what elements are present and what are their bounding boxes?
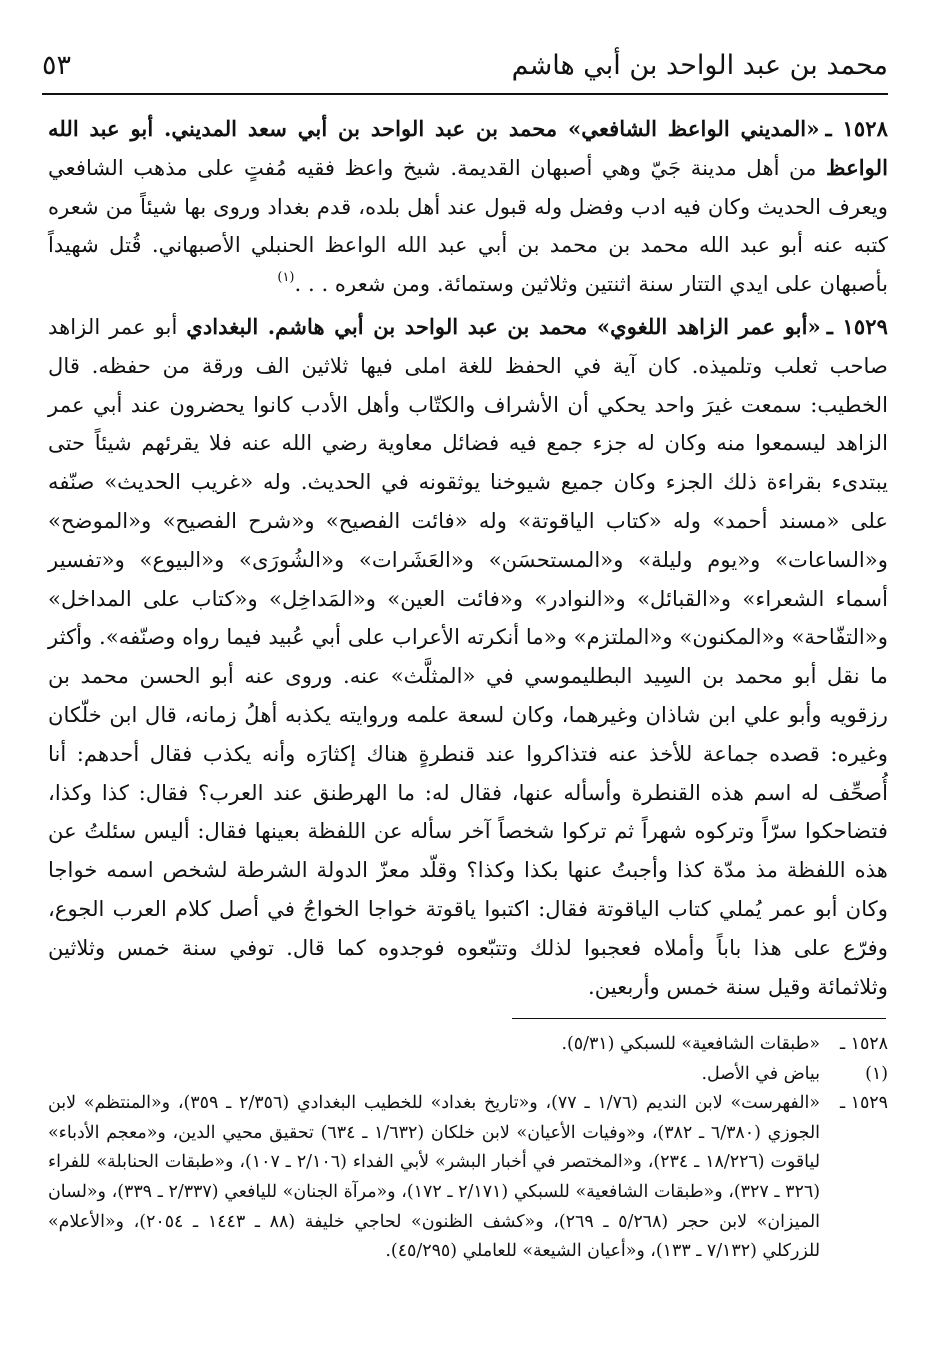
entry-number: ١٥٢٩ ـ — [826, 313, 888, 339]
header-rule — [42, 93, 888, 95]
entry-text: من أهل مدينة جَيّ وهي أصبهان القديمة. شيخ واعظ فقيه مُفتٍ على مذهب الشافعي ويعرف الحديث وكان فيه ادب وفضل وله قبول عند أهل بلده، قدم بغداد وروى بها شيئاً من شعره كتبه عنه أبو عبد الله محمد بن محمد بن أبي عبد الله الواعظ الحنبلي الأصبهاني. قُتل شهيداً بأصبهان على ايدي التتار سنة اثنتين وثلاثين وستمائة. ومن شعره . . . — [48, 154, 888, 297]
page-number: ٥٣ — [42, 50, 72, 81]
footnote-item — [48, 1089, 888, 1267]
footnote-rule — [512, 1018, 886, 1019]
footnotes — [48, 1030, 888, 1267]
footnote-text: بياض في الأصل. — [701, 1063, 820, 1084]
entry-number: ١٥٢٨ ـ — [825, 116, 888, 141]
entry-1529 — [48, 308, 888, 1006]
footnote-number: ١٥٢٨ ـ — [840, 1034, 888, 1054]
footnote-marker: (١) — [277, 270, 295, 286]
footnote-number: (١) — [865, 1063, 888, 1084]
entry-heading: «أبو عمر الزاهد اللغوي» محمد بن عبد الواحد بن أبي هاشم. البغدادي — [186, 313, 821, 339]
footnote-number: ١٥٢٩ ـ — [840, 1093, 888, 1114]
footnote-item — [48, 1060, 888, 1090]
page-header — [42, 44, 888, 84]
entry-1528 — [48, 110, 888, 304]
footnote-text: «طبقات الشافعية» للسبكي (٥/٣١). — [561, 1034, 820, 1054]
main-text — [48, 110, 888, 1010]
running-title: محمد بن عبد الواحد بن أبي هاشم — [511, 50, 888, 81]
footnote-text: «الفهرست» لابن النديم (١/٧٦ ـ ٧٧)، و«تاريخ بغداد» للخطيب البغدادي (٢/٣٥٦ ـ ٣٥٩)، و«المنتظم» لابن الجوزي (٦/٣٨٠ ـ ٣٨٢)، و«وفيات الأعيان» لابن خلكان (١/٦٣٢ ـ ٦٣٤) تحقيق محيي الدين، و«معجم الأدباء» لياقوت (١٨/٢٢٦ ـ ٢٣٤)، و«المختصر في أخبار البشر» لأبي الفداء (٢/١٠٦ ـ ١٠٧)، و«طبقات الحنابلة» للفراء (٣٢٦ ـ ٣٢٧)، و«طبقات الشافعية» للسبكي (٢/١٧١ ـ ١٧٢)، و«مرآة الجنان» لليافعي (٢/٣٣٧ ـ ٣٣٩)، و«لسان الميزان» لابن حجر (٥/٢٦٨ ـ ٢٦٩)، و«كشف الظنون» لحاجي خليفة (٨٨ ـ ١٤٤٣ ـ ٢٠٥٤)، و«الأعلام» للزركلي (٧/١٣٢ ـ ١٣٣)، و«أعيان الشيعة» للعاملي (٤٥/٢٩٥). — [48, 1093, 821, 1262]
entry-heading: «المديني الواعظ الشافعي» محمد بن عبد الواحد بن أبي سعد المديني. أبو عبد الله الواعظ — [48, 116, 888, 180]
footnote-item — [48, 1030, 888, 1060]
entry-text: أبو عمر الزاهد صاحب ثعلب وتلميذه. كان آية في الحفظ للغة املى فيها ثلاثين الف ورقة من حفظه. قال الخطيب: سمعت غيرَ واحد يحكي أن الأشراف والكتّاب وأهل الأدب كانوا يحضرون عند أبي عمر الزاهد ليسمعوا منه وكان له جزء جمع فيه فضائل معاوية رضي الله عنه فلا يقرئهم شيئاً حتى يبتدىء بقراءة ذلك الجزء وكان جميع شيوخنا يوثقونه في الحديث. وله «غريب الحديث» صنّفه على «مسند أحمد» وله «كتاب الياقوتة» وله «فائت الفصيح» و«شرح الفصيح» و«الموضح» و«الساعات» و«يوم وليلة» و«المستحسَن» و«العَشَرات» و«الشُورَى» و«البيوع» و«تفسير أسماء الشعراء» و«القبائل» و«النوادر» و«فائت العين» و«المَداخِل» و«كتاب على المداخل» و«التفّاحة» و«المكنون» و«الملتزم» و«ما أنكرته الأعراب على أبي عُبيد فيما رواه وصنّفه». وأكثر ما نقل أبو محمد بن السِيد البطليموسي في «المثلَّث» عنه. وروى عنه أبو الحسن محمد بن رزقويه وأبو علي ابن شاذان وغيرهما، وكان لسعة علمه وروايته يكذبه أهلُ زمانه، قال ابن خلّكان وغيره: قصده جماعة للأخذ عنه فتذاكروا عند قنطرةٍ هناك إكثارَه وأنه يكذب فقال أحدهم: أنا أُصحِّف له اسم هذه القنطرة وأسأله عنها، فقال له: ما الهرطنق عند العرب؟ فقال: كذا وكذا، فتضاحكوا سرّاً وتركوه شهراً ثم تركوا شخصاً آخر سأله عن اللفظة بعينها فقال: أليس سئلتُ عن هذه اللفظة مذ مدّة كذا وأجبتُ عنها بكذا وكذا؟ وقلّد معزّ الدولة الشرطة لشخص اسمه خواجا وكان أبو عمر يُملي كتاب الياقوتة فقال: اكتبوا ياقوتة خواجا الخواجُ في أصل كلام العرب الجوع، وفرّع على هذا باباً وأملاه فعجبوا لذلك وتتبّعوه فوجدوه كما قال. توفي سنة خمس وثلاثين وثلاثمائة وقيل سنة خمس وأربعين. — [48, 313, 888, 999]
